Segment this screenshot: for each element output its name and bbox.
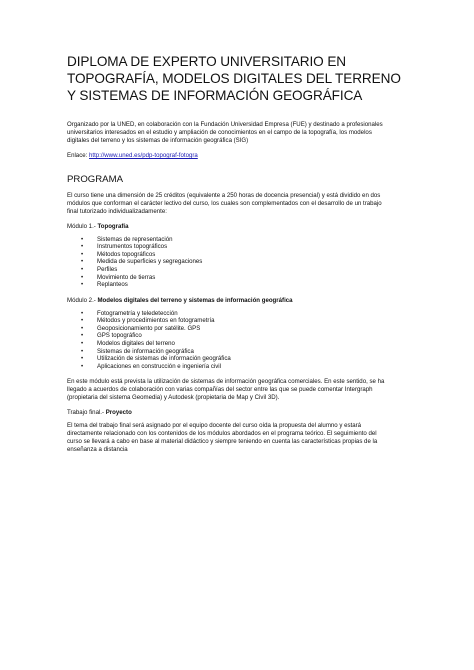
title-line: DIPLOMA DE EXPERTO UNIVERSITARIO EN bbox=[67, 54, 347, 69]
intro-line: Organizado por la UNED, en colaboración con la Fundación Universidad Empresa (FUE) y destinado a profesionales bbox=[67, 121, 383, 129]
list-item: • Fotogrametría y teledetección bbox=[81, 309, 178, 317]
bullet-icon: • bbox=[81, 340, 84, 348]
intro-line: universitarios interesados en el estudio y ampliación de conocimientos en el campo de la topografía, los modelos bbox=[67, 129, 372, 137]
document-title bbox=[67, 54, 427, 104]
programa-line: final tutorizado individualizadamente: bbox=[67, 207, 167, 215]
intro-line: digitales del terreno y los sistemas de información geográfica (SIG) bbox=[67, 137, 249, 145]
modulo2-list bbox=[67, 310, 412, 371]
trabajo-name: Proyecto bbox=[105, 409, 132, 417]
list-item: • Métodos y procedimientos en fotogrametría bbox=[81, 317, 215, 325]
bullet-icon: • bbox=[81, 258, 84, 266]
bullet-icon: • bbox=[81, 273, 84, 281]
list-item: • Métodos topográficos bbox=[81, 250, 156, 258]
modulo2-name: Modelos digitales del terreno y sistemas de información geográfica bbox=[97, 296, 293, 304]
bullet-icon: • bbox=[81, 309, 84, 317]
list-item: • Medida de superficies y segregaciones bbox=[81, 258, 203, 266]
intro-paragraph bbox=[67, 121, 412, 145]
trabajo-heading bbox=[67, 409, 412, 417]
bullet-icon: • bbox=[81, 250, 84, 258]
trabajo-line: enseñanza a distancia bbox=[67, 445, 128, 453]
document-page bbox=[67, 54, 412, 461]
modulo2-note bbox=[67, 378, 412, 402]
list-item: • Utilización de sistemas de información geográfica bbox=[81, 355, 231, 363]
note-line: llegado a acuerdos de colaboración con varias compañías del sector entre las que se puede comentar Intergraph bbox=[67, 386, 373, 394]
list-item: • Perfiles bbox=[81, 266, 118, 274]
bullet-icon: • bbox=[81, 266, 84, 274]
trabajo-line: directamente relacionado con los contenidos de los módulos abordados en el programa teórico. El seguimiento del bbox=[67, 429, 377, 437]
modulo1-prefix: Módulo 1.- bbox=[67, 222, 98, 230]
trabajo-line: El tema del trabajo final será asignado por el equipo docente del curso oída la propuesta del alumno y estará bbox=[67, 422, 362, 430]
programa-heading: PROGRAMA bbox=[67, 174, 123, 186]
list-item: • Sistemas de representación bbox=[81, 235, 173, 243]
list-item: • Geoposicionamiento por satélite. GPS bbox=[81, 324, 201, 332]
modulo1-heading bbox=[67, 223, 412, 231]
programa-line: módulos que conforman el carácter lectivo del curso, los cuales son complementados con el desarrollo de un trabajo bbox=[67, 199, 382, 207]
bullet-icon: • bbox=[81, 362, 84, 370]
modulo1-list bbox=[67, 236, 412, 289]
trabajo-paragraph bbox=[67, 422, 412, 454]
bullet-icon: • bbox=[81, 243, 84, 251]
list-item: • GPS topográfico bbox=[81, 332, 142, 340]
bullet-icon: • bbox=[81, 332, 84, 340]
list-item: • Sistemas de información geográfica bbox=[81, 347, 194, 355]
bullet-icon: • bbox=[81, 347, 84, 355]
enlace-row bbox=[67, 152, 412, 160]
list-item: • Modelos digitales del terreno bbox=[81, 340, 175, 348]
note-line: (propietaria del sistema Geomedia) y Autodesk (propietaria de Map y Civil 3D). bbox=[67, 394, 280, 402]
bullet-icon: • bbox=[81, 281, 84, 289]
bullet-icon: • bbox=[81, 235, 84, 243]
title-line: TOPOGRAFÍA, MODELOS DIGITALES DEL TERRENO bbox=[67, 70, 401, 86]
title-line: Y SISTEMAS DE INFORMACIÓN GEOGRÁFICA bbox=[67, 87, 363, 103]
modulo2-prefix: Módulo 2.- bbox=[67, 296, 98, 304]
trabajo-line: curso se llevará a cabo en base al material didáctico y siempre teniendo en cuenta las características propias de la bbox=[67, 437, 378, 445]
bullet-icon: • bbox=[81, 317, 84, 325]
bullet-icon: • bbox=[81, 355, 84, 363]
enlace-label: Enlace: bbox=[67, 152, 90, 160]
list-item: • Instrumentos topográficos bbox=[81, 243, 168, 251]
list-item: • Aplicaciones en construcción e ingeniería civil bbox=[81, 362, 221, 370]
modulo2-heading bbox=[67, 297, 412, 305]
note-line: En este módulo está prevista la utilización de sistemas de información geográfica comerciales. En este sentido, se ha bbox=[67, 378, 385, 386]
programa-paragraph bbox=[67, 192, 412, 216]
list-item: • Movimiento de tierras bbox=[81, 273, 156, 281]
modulo1-name: Topografía bbox=[97, 222, 129, 230]
trabajo-prefix: Trabajo final.- bbox=[67, 409, 106, 417]
bullet-icon: • bbox=[81, 324, 84, 332]
enlace-link[interactable]: http://www.uned.es/pdp-topograf-fotogra bbox=[89, 152, 198, 160]
programa-line: El curso tiene una dimensión de 25 créditos (equivalente a 250 horas de docencia presencial) y está dividido en dos bbox=[67, 192, 381, 200]
list-item: • Replanteos bbox=[81, 281, 128, 289]
